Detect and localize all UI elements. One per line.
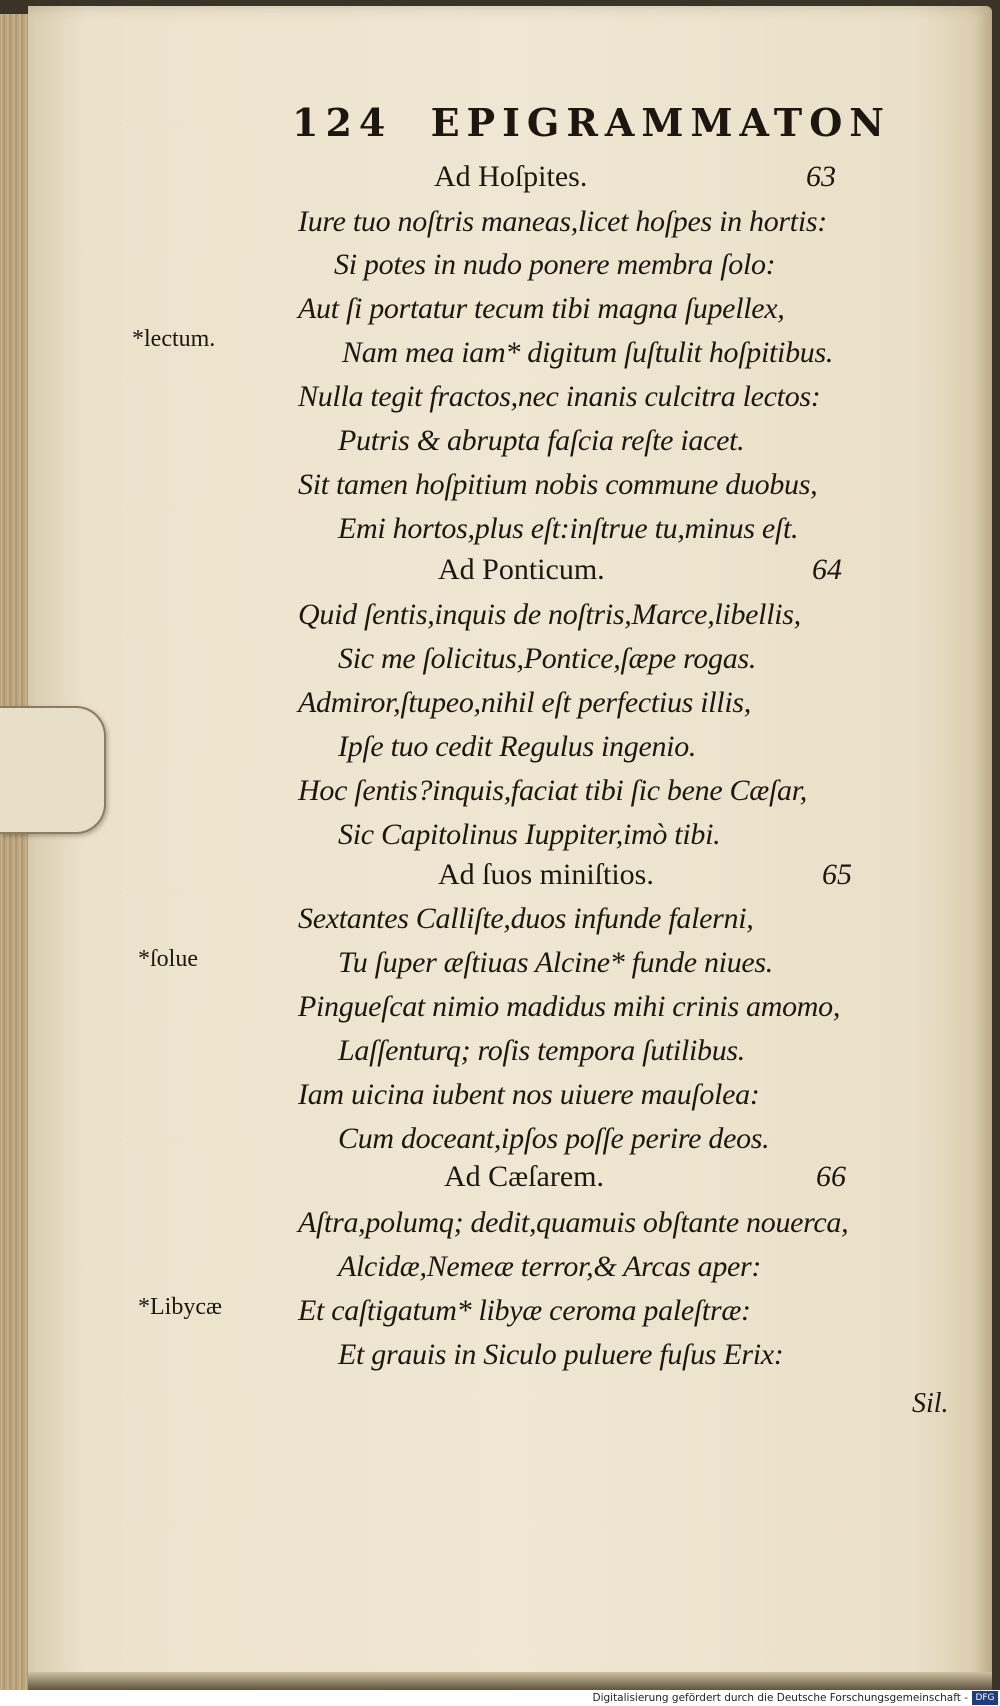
epigram-number: 66 [816,1160,846,1193]
verse-line: Aſtra,polumq; dedit,quamuis obſtante nouerca, [298,1206,849,1239]
verse-line: Nulla tegit fractos,nec inanis culcitra lectos: [298,380,821,413]
verse-line: Iam uicina iubent nos uiuere mauſolea: [298,1078,760,1111]
dfg-logo: DFG [972,1691,998,1705]
verse-line: Quid ſentis,inquis de noſtris,Marce,libellis, [298,598,801,631]
verse-line: Sic Capitolinus Iuppiter,imò tibi. [338,818,721,851]
verse-line: Iure tuo noſtris maneas,licet hoſpes in hortis: [298,205,827,238]
verse-line: Cum doceant,ipſos poſſe perire deos. [338,1122,770,1155]
margin-note-libycae: *Libycæ [138,1294,222,1320]
verse-line: Admiror,ſtupeo,nihil eſt perfectius illis, [298,686,751,719]
verse-line: Tu ſuper æſtiuas Alcine* funde niues. [338,946,774,979]
verse-line: Putris & abrupta faſcia reſte iacet. [338,424,745,457]
verse-line: Sextantes Calliſte,duos infunde falerni, [298,902,754,935]
verse-line: Si potes in nudo ponere membra ſolo: [334,248,776,281]
verse-line: Alcidæ,Nemeæ terror,& Arcas aper: [338,1250,762,1283]
verse-line: Pingueſcat nimio madidus mihi crinis amomo, [298,990,841,1023]
epigram-title: Ad Cæſarem. [444,1160,604,1193]
margin-note-lectum: *lectum. [132,326,216,352]
epigram-title: Ad Ponticum. [438,553,605,586]
page-number: 124 [292,100,393,145]
epigram-number: 65 [822,858,852,891]
verse-line: Laſſenturq; roſis tempora ſutilibus. [338,1034,746,1067]
verse-line: Emi hortos,plus eſt:inſtrue tu,minus eſt. [338,512,799,545]
verse-line: Ipſe tuo cedit Regulus ingenio. [338,730,697,763]
epigram-title: Ad ſuos miniſtios. [438,858,654,891]
running-title: EPIGRAMMATON [430,100,892,145]
epigram-number: 63 [806,160,836,193]
verse-line: Et caſtigatum* libyæ ceroma paleſtræ: [298,1294,751,1327]
catchword: Sil. [912,1388,949,1419]
digitization-credit: Digitalisierung gefördert durch die Deutsche Forschungsgemeinschaft - [0,1690,1000,1706]
verse-line: Sit tamen hoſpitium nobis commune duobus, [298,468,818,501]
verse-line: Aut ſi portatur tecum tibi magna ſupellex, [298,292,785,325]
margin-note-solue: *ſolue [138,946,198,972]
verse-line: Sic me ſolicitus,Pontice,ſæpe rogas. [338,642,757,675]
epigram-number: 64 [812,553,842,586]
running-head [292,100,891,145]
epigram-title: Ad Hoſpites. [434,160,588,193]
verse-line: Hoc ſentis?inquis,faciat tibi ſic bene Cæſar, [298,774,807,807]
verse-line: Et grauis in Siculo puluere fuſus Erix: [338,1338,784,1371]
verse-line: Nam mea iam* digitum ſuſtulit hoſpitibus. [342,336,834,369]
